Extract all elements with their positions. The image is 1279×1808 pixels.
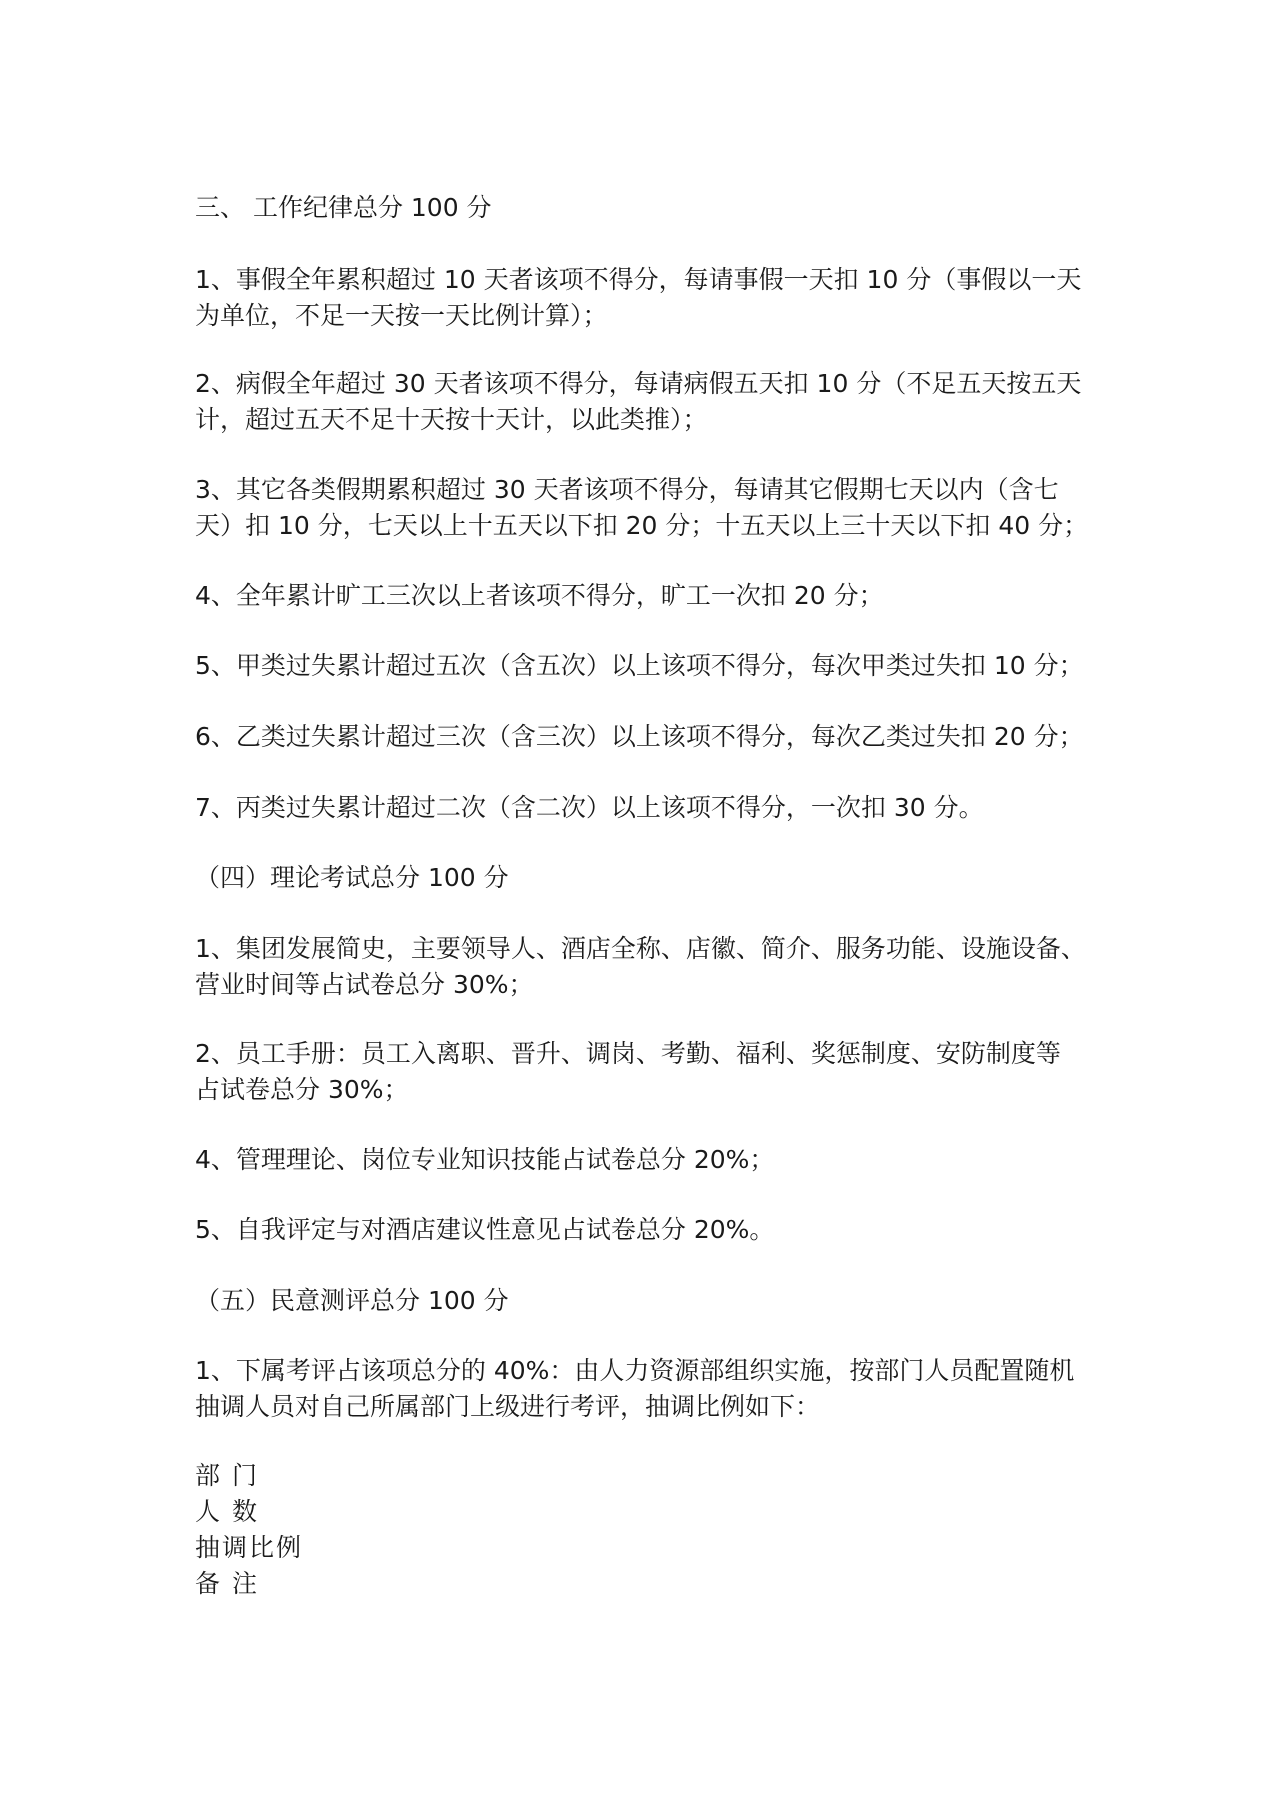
section4-item-1: 1、集团发展简史，主要领导人、酒店全称、店徽、简介、服务功能、设施设备、 营业时间等占试卷总分 30%； [195, 934, 1086, 999]
section3-heading: 三、 工作纪律总分 100 分 [195, 193, 492, 222]
section5-item-1: 1、下属考评占该项总分的 40%：由人力资源部组织实施，按部门人员配置随机 抽调人员对自己所属部门上级进行考评，抽调比例如下： [195, 1356, 1075, 1421]
section3-item-7: 7、丙类过失累计超过二次（含二次）以上该项不得分，一次扣 30 分。 [195, 793, 984, 822]
section4-heading: （四）理论考试总分 100 分 [195, 863, 509, 892]
section4-item-5: 5、自我评定与对酒店建议性意见占试卷总分 20%。 [195, 1215, 775, 1244]
section3-item-4: 4、全年累计旷工三次以上者该项不得分，旷工一次扣 20 分； [195, 581, 884, 610]
section3-item-1: 1、事假全年累积超过 10 天者该项不得分，每请事假一天扣 10 分（事假以一天 为单位，不足一天按一天比例计算）； [195, 265, 1082, 330]
section5-heading: （五）民意测评总分 100 分 [195, 1286, 509, 1315]
section3-item-6: 6、乙类过失累计超过三次（含三次）以上该项不得分，每次乙类过失扣 20 分； [195, 722, 1084, 751]
table-header-department: 部 门 [195, 1461, 259, 1490]
section3-item-3: 3、其它各类假期累积超过 30 天者该项不得分，每请其它假期七天以内（含七 天）扣 10 分，七天以上十五天以下扣 20 分；十五天以上三十天以下扣 40 分； [195, 475, 1089, 540]
section4-item-2: 2、员工手册：员工入离职、晋升、调岗、考勤、福利、奖惩制度、安防制度等 占试卷总分 30%； [195, 1039, 1061, 1104]
sampling-table-headers [195, 1458, 1095, 1602]
section3-item-5: 5、甲类过失累计超过五次（含五次）以上该项不得分，每次甲类过失扣 10 分； [195, 651, 1084, 680]
table-header-headcount: 人 数 [195, 1497, 259, 1526]
table-header-sampling-ratio: 抽调比例 [195, 1533, 304, 1562]
section4-item-4: 4、管理理论、岗位专业知识技能占试卷总分 20%； [195, 1145, 775, 1174]
section3-item-2: 2、病假全年超过 30 天者该项不得分，每请病假五天扣 10 分（不足五天按五天 计，超过五天不足十天按十天计，以此类推）； [195, 369, 1082, 434]
table-header-remarks: 备 注 [195, 1569, 259, 1598]
